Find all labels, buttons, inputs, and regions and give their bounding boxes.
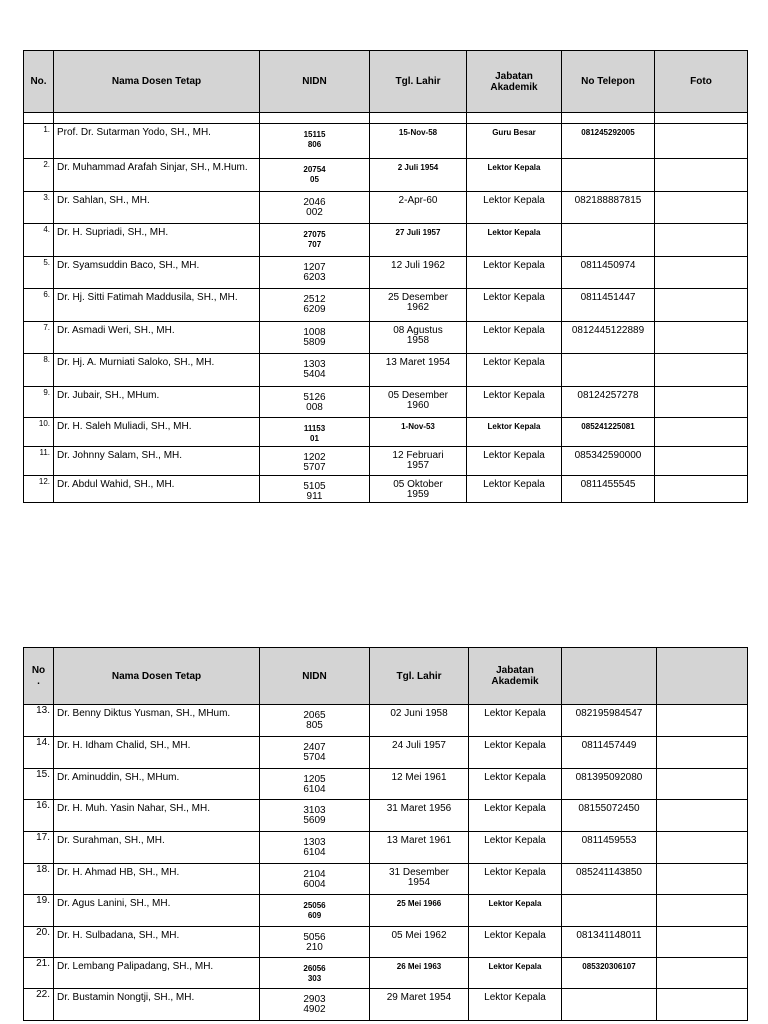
row-number: 2.	[24, 159, 54, 192]
foto-cell	[657, 737, 748, 769]
nidn: 1008 5809	[260, 322, 370, 354]
dosen-name: Dr. Lembang Palipadang, SH., MH.	[54, 958, 260, 989]
table-body	[24, 705, 748, 1021]
dosen-name: Dr. Benny Diktus Yusman, SH., MHum.	[54, 705, 260, 737]
foto-cell	[655, 322, 748, 354]
dosen-name: Dr. Aminuddin, SH., MHum.	[54, 769, 260, 800]
row-number: 22.	[24, 989, 54, 1021]
dosen-name: Dr. Muhammad Arafah Sinjar, SH., M.Hum.	[54, 159, 260, 192]
row-number: 21.	[24, 958, 54, 989]
dosen-name: Dr. Agus Lanini, SH., MH.	[54, 895, 260, 927]
tgl-lahir: 1-Nov-53	[370, 418, 467, 447]
col-header-jabatan: Jabatan Akademik	[469, 648, 562, 705]
foto-cell	[655, 289, 748, 322]
foto-cell	[657, 864, 748, 895]
nidn: 2512 6209	[260, 289, 370, 322]
col-header-jabatan: Jabatan Akademik	[467, 51, 562, 113]
col-header-foto: Foto	[655, 51, 748, 113]
col-header-nidn: NIDN	[260, 648, 370, 705]
no-telepon	[562, 159, 655, 192]
dosen-name: Dr. Jubair, SH., MHum.	[54, 387, 260, 418]
foto-cell	[655, 124, 748, 159]
nidn: 1207 6203	[260, 257, 370, 289]
no-telepon: 0811459553	[562, 832, 657, 864]
tgl-lahir: 13 Maret 1954	[370, 354, 467, 387]
nidn: 3103 5609	[260, 800, 370, 832]
tgl-lahir: 02 Juni 1958	[370, 705, 469, 737]
foto-cell	[655, 192, 748, 224]
nidn: 26056 303	[260, 958, 370, 989]
foto-cell	[655, 257, 748, 289]
nidn: 1202 5707	[260, 447, 370, 476]
nidn: 5056 210	[260, 927, 370, 958]
jabatan-akademik: Lektor Kepala	[467, 447, 562, 476]
table-row	[24, 895, 748, 927]
jabatan-akademik: Lektor Kepala	[469, 895, 562, 927]
row-number: 15.	[24, 769, 54, 800]
row-number: 1.	[24, 124, 54, 159]
nidn: 1303 5404	[260, 354, 370, 387]
foto-cell	[655, 159, 748, 192]
nidn: 11153 01	[260, 418, 370, 447]
jabatan-akademik: Lektor Kepala	[469, 705, 562, 737]
jabatan-akademik: Lektor Kepala	[467, 257, 562, 289]
nidn: 1205 6104	[260, 769, 370, 800]
dosen-name: Dr. Johnny Salam, SH., MH.	[54, 447, 260, 476]
foto-cell	[657, 705, 748, 737]
foto-cell	[655, 418, 748, 447]
row-number: 19.	[24, 895, 54, 927]
col-header-no: No .	[24, 648, 54, 705]
jabatan-akademik: Lektor Kepala	[467, 224, 562, 257]
foto-cell	[655, 354, 748, 387]
row-number: 6.	[24, 289, 54, 322]
foto-cell	[655, 387, 748, 418]
row-number: 12.	[24, 476, 54, 503]
no-telepon: 082195984547	[562, 705, 657, 737]
nidn: 2104 6004	[260, 864, 370, 895]
table-row	[24, 159, 748, 192]
table-row	[24, 927, 748, 958]
nidn: 2046 002	[260, 192, 370, 224]
jabatan-akademik: Lektor Kepala	[467, 354, 562, 387]
no-telepon: 0811455545	[562, 476, 655, 503]
nidn: 20754 05	[260, 159, 370, 192]
no-telepon: 081395092080	[562, 769, 657, 800]
table-row	[24, 192, 748, 224]
dosen-name: Dr. H. Muh. Yasin Nahar, SH., MH.	[54, 800, 260, 832]
table-row	[24, 322, 748, 354]
dosen-name: Dr. Hj. A. Murniati Saloko, SH., MH.	[54, 354, 260, 387]
nidn: 1303 6104	[260, 832, 370, 864]
no-telepon: 0811451447	[562, 289, 655, 322]
table-row	[24, 354, 748, 387]
row-number: 14.	[24, 737, 54, 769]
jabatan-akademik: Guru Besar	[467, 124, 562, 159]
col-header-nama: Nama Dosen Tetap	[54, 648, 260, 705]
dosen-name: Dr. Sahlan, SH., MH.	[54, 192, 260, 224]
jabatan-akademik: Lektor Kepala	[469, 989, 562, 1021]
foto-cell	[657, 832, 748, 864]
row-number: 3.	[24, 192, 54, 224]
table-row	[24, 289, 748, 322]
nidn: 2903 4902	[260, 989, 370, 1021]
row-number: 13.	[24, 705, 54, 737]
row-number: 4.	[24, 224, 54, 257]
jabatan-akademik: Lektor Kepala	[469, 832, 562, 864]
dosen-name: Dr. H. Ahmad HB, SH., MH.	[54, 864, 260, 895]
col-header-tgl-lahir: Tgl. Lahir	[370, 51, 467, 113]
col-header-telepon: No Telepon	[562, 51, 655, 113]
tgl-lahir: 29 Maret 1954	[370, 989, 469, 1021]
table-header-row	[24, 51, 748, 113]
table-body	[24, 124, 748, 503]
table-row	[24, 418, 748, 447]
no-telepon	[562, 895, 657, 927]
dosen-name: Prof. Dr. Sutarman Yodo, SH., MH.	[54, 124, 260, 159]
tgl-lahir: 31 Maret 1956	[370, 800, 469, 832]
nidn: 27075 707	[260, 224, 370, 257]
table-row	[24, 864, 748, 895]
row-number: 20.	[24, 927, 54, 958]
nidn: 5126 008	[260, 387, 370, 418]
col-header-nama: Nama Dosen Tetap	[54, 51, 260, 113]
table-row	[24, 989, 748, 1021]
tgl-lahir: 05 Mei 1962	[370, 927, 469, 958]
no-telepon: 085342590000	[562, 447, 655, 476]
col-header-tgl-lahir: Tgl. Lahir	[370, 648, 469, 705]
no-telepon: 085241225081	[562, 418, 655, 447]
dosen-name: Dr. H. Supriadi, SH., MH.	[54, 224, 260, 257]
table-row	[24, 257, 748, 289]
dosen-table-2	[23, 647, 748, 1021]
dosen-name: Dr. Surahman, SH., MH.	[54, 832, 260, 864]
nidn: 25056 609	[260, 895, 370, 927]
tgl-lahir: 08 Agustus 1958	[370, 322, 467, 354]
foto-cell	[655, 224, 748, 257]
tgl-lahir: 2 Juli 1954	[370, 159, 467, 192]
tgl-lahir: 25 Desember 1962	[370, 289, 467, 322]
no-telepon: 085320306107	[562, 958, 657, 989]
dosen-name: Dr. Asmadi Weri, SH., MH.	[54, 322, 260, 354]
col-header-nidn: NIDN	[260, 51, 370, 113]
jabatan-akademik: Lektor Kepala	[469, 737, 562, 769]
no-telepon: 082188887815	[562, 192, 655, 224]
jabatan-akademik: Lektor Kepala	[469, 800, 562, 832]
no-telepon	[562, 989, 657, 1021]
no-telepon: 081341148011	[562, 927, 657, 958]
col-header-empty-2	[657, 648, 748, 705]
tgl-lahir: 24 Juli 1957	[370, 737, 469, 769]
dosen-name: Dr. H. Saleh Muliadi, SH., MH.	[54, 418, 260, 447]
row-number: 17.	[24, 832, 54, 864]
no-telepon: 081245292005	[562, 124, 655, 159]
tgl-lahir: 12 Februari 1957	[370, 447, 467, 476]
dosen-name: Dr. Bustamin Nongtji, SH., MH.	[54, 989, 260, 1021]
dosen-name: Dr. Hj. Sitti Fatimah Maddusila, SH., MH.	[54, 289, 260, 322]
jabatan-akademik: Lektor Kepala	[467, 476, 562, 503]
tgl-lahir: 12 Mei 1961	[370, 769, 469, 800]
jabatan-akademik: Lektor Kepala	[467, 387, 562, 418]
table-row	[24, 447, 748, 476]
foto-cell	[657, 927, 748, 958]
no-telepon	[562, 354, 655, 387]
header-spacer-row	[24, 113, 748, 124]
row-number: 11.	[24, 447, 54, 476]
table-row	[24, 476, 748, 503]
foto-cell	[655, 476, 748, 503]
row-number: 18.	[24, 864, 54, 895]
table-row	[24, 705, 748, 737]
dosen-name: Dr. H. Sulbadana, SH., MH.	[54, 927, 260, 958]
foto-cell	[657, 958, 748, 989]
nidn: 15115 806	[260, 124, 370, 159]
table-row	[24, 832, 748, 864]
dosen-table-1	[23, 50, 748, 503]
jabatan-akademik: Lektor Kepala	[467, 192, 562, 224]
nidn: 2407 5704	[260, 737, 370, 769]
jabatan-akademik: Lektor Kepala	[469, 958, 562, 989]
no-telepon: 08124257278	[562, 387, 655, 418]
row-number: 5.	[24, 257, 54, 289]
col-header-empty-1	[562, 648, 657, 705]
jabatan-akademik: Lektor Kepala	[467, 322, 562, 354]
no-telepon: 0811450974	[562, 257, 655, 289]
row-number: 10.	[24, 418, 54, 447]
foto-cell	[657, 895, 748, 927]
table-row	[24, 737, 748, 769]
jabatan-akademik: Lektor Kepala	[469, 927, 562, 958]
table-row	[24, 224, 748, 257]
jabatan-akademik: Lektor Kepala	[467, 418, 562, 447]
jabatan-akademik: Lektor Kepala	[467, 289, 562, 322]
row-number: 7.	[24, 322, 54, 354]
tgl-lahir: 05 Oktober 1959	[370, 476, 467, 503]
foto-cell	[657, 769, 748, 800]
no-telepon: 0811457449	[562, 737, 657, 769]
jabatan-akademik: Lektor Kepala	[469, 769, 562, 800]
tgl-lahir: 26 Mei 1963	[370, 958, 469, 989]
table-row	[24, 800, 748, 832]
dosen-name: Dr. Abdul Wahid, SH., MH.	[54, 476, 260, 503]
table-row	[24, 769, 748, 800]
foto-cell	[655, 447, 748, 476]
jabatan-akademik: Lektor Kepala	[469, 864, 562, 895]
foto-cell	[657, 989, 748, 1021]
jabatan-akademik: Lektor Kepala	[467, 159, 562, 192]
tgl-lahir: 13 Maret 1961	[370, 832, 469, 864]
table-row	[24, 387, 748, 418]
col-header-no: No.	[24, 51, 54, 113]
dosen-name: Dr. H. Idham Chalid, SH., MH.	[54, 737, 260, 769]
dosen-name: Dr. Syamsuddin Baco, SH., MH.	[54, 257, 260, 289]
tgl-lahir: 25 Mei 1966	[370, 895, 469, 927]
row-number: 16.	[24, 800, 54, 832]
tgl-lahir: 2-Apr-60	[370, 192, 467, 224]
tgl-lahir: 15-Nov-58	[370, 124, 467, 159]
table-header-row	[24, 648, 748, 705]
tgl-lahir: 12 Juli 1962	[370, 257, 467, 289]
no-telepon: 085241143850	[562, 864, 657, 895]
tgl-lahir: 27 Juli 1957	[370, 224, 467, 257]
no-telepon	[562, 224, 655, 257]
tgl-lahir: 05 Desember 1960	[370, 387, 467, 418]
row-number: 8.	[24, 354, 54, 387]
table-row	[24, 958, 748, 989]
row-number: 9.	[24, 387, 54, 418]
tgl-lahir: 31 Desember 1954	[370, 864, 469, 895]
no-telepon: 0812445122889	[562, 322, 655, 354]
no-telepon: 08155072450	[562, 800, 657, 832]
nidn: 2065 805	[260, 705, 370, 737]
nidn: 5105 911	[260, 476, 370, 503]
table-row	[24, 124, 748, 159]
foto-cell	[657, 800, 748, 832]
